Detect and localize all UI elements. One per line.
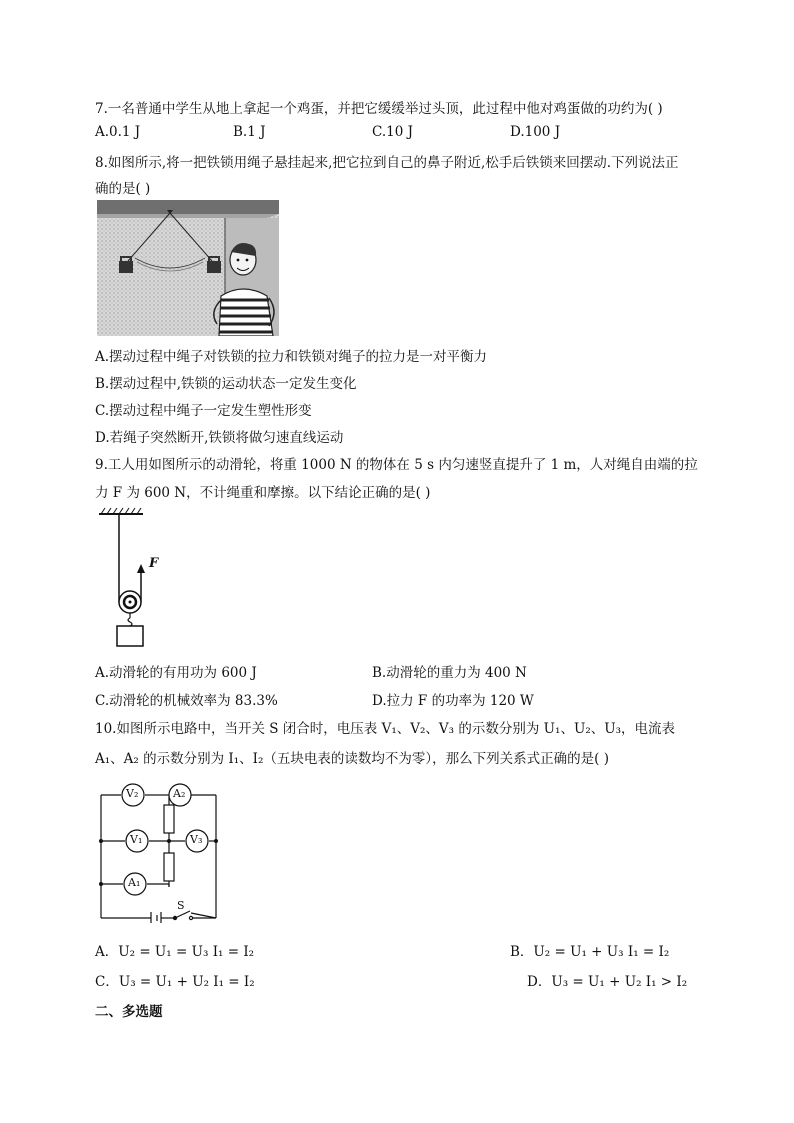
pulley-force-label: F	[149, 556, 159, 571]
q7-stem: 7.一名普通中学生从地上拿起一个鸡蛋，并把它缓缓举过头顶，此过程中他对鸡蛋做的功约为( )	[95, 101, 663, 117]
circuit-figure	[95, 775, 225, 923]
q8-option-d: D.若绳子突然断开,铁锁将做匀速直线运动	[95, 430, 344, 446]
q10-option-d: D．U₃ = U₁ + U₂ I₁ > I₂	[527, 974, 688, 990]
meter-v2-label: V₂	[126, 787, 139, 800]
q10-stem-line2: A₁、A₂ 的示数分别为 I₁、I₂（五块电表的读数均不为零），那么下列关系式正确的是( )	[95, 751, 609, 767]
q8-stem-line2: 确的是( )	[95, 181, 151, 197]
pendulum-lock-figure	[97, 200, 279, 336]
q9-option-a: A.动滑轮的有用功为 600 J	[95, 665, 257, 681]
meter-v1-label: V₁	[130, 833, 143, 846]
meter-a1-label: A₁	[128, 876, 141, 889]
q8-stem-line1: 8.如图所示,将一把铁锁用绳子悬挂起来,把它拉到自己的鼻子附近,松手后铁锁来回摆动.下列说法正	[95, 155, 679, 171]
q10-option-c: C．U₃ = U₁ + U₂ I₁ = I₂	[95, 974, 255, 990]
section-title: 二、多选题	[95, 1004, 163, 1020]
q9-stem-line2: 力 F 为 600 N，不计绳重和摩擦。以下结论正确的是( )	[95, 485, 431, 501]
q7-option-b: B.1 J	[233, 124, 266, 140]
q7-option-a: A.0.1 J	[95, 124, 141, 140]
q9-option-d: D.拉力 F 的功率为 120 W	[372, 693, 534, 709]
switch-label: S	[177, 899, 185, 912]
q7-option-c: C.10 J	[372, 124, 414, 140]
q10-stem-line1: 10.如图所示电路中，当开关 S 闭合时，电压表 V₁、V₂、V₃ 的示数分别为 U₁、U₂、U₃，电流表	[95, 721, 676, 737]
meter-a2-label: A₂	[173, 787, 186, 800]
q8-option-b: B.摆动过程中,铁锁的运动状态一定发生变化	[95, 376, 357, 392]
q10-option-a: A．U₂ = U₁ = U₃ I₁ = I₂	[95, 944, 255, 960]
q8-option-a: A.摆动过程中绳子对铁锁的拉力和铁锁对绳子的拉力是一对平衡力	[95, 349, 488, 365]
q9-option-b: B.动滑轮的重力为 400 N	[372, 665, 527, 681]
q7-option-d: D.100 J	[510, 124, 561, 140]
q8-option-c: C.摆动过程中绳子一定发生塑性形变	[95, 403, 312, 419]
q10-option-b: B．U₂ = U₁ + U₃ I₁ = I₂	[510, 944, 670, 960]
q9-stem-line1: 9.工人用如图所示的动滑轮，将重 1000 N 的物体在 5 s 内匀速竖直提升了 1 m，人对绳自由端的拉	[95, 457, 698, 473]
q9-option-c: C.动滑轮的机械效率为 83.3%	[95, 693, 278, 709]
meter-v3-label: V₃	[190, 833, 203, 846]
pulley-figure	[97, 506, 169, 650]
